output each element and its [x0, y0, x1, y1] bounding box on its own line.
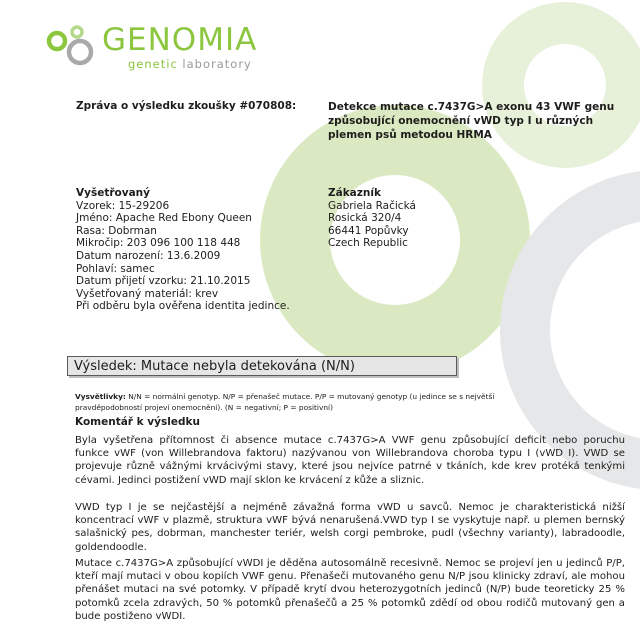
subject-sex: Pohlaví: samec	[76, 262, 155, 275]
comment-paragraph: VWD typ I je se nejčastější a nejméně závažná forma vWD u savců. Nemoc je charakteristická nižší koncentrací vWF v plazmě, struktura vWF bývá nenarušená.VWD typ I se vyskytuje např. u plemen bernský salašnický pes, dobrman, manchester teriér, welsh corgi pembroke, pudl (všechny varianty), labradoodle, goldendoodle.	[75, 502, 625, 553]
customer-city: 66441 Popůvky	[328, 224, 409, 237]
subject-received-date: Datum přijetí vzorku: 21.10.2015	[76, 275, 251, 288]
logo-wordmark: GENOMIA	[102, 22, 258, 58]
test-title: Detekce mutace c.7437G>A exonu 43 VWF genu způsobující onemocnění vWD typ I u různých plemen psů metodou HRMA	[328, 101, 615, 141]
legend	[75, 391, 515, 413]
logo-tagline-laboratory: laboratory	[182, 57, 252, 71]
logo-tagline-genetic: genetic	[128, 57, 178, 71]
comment-paragraph: Mutace c.7437G>A způsobující vWDI je děděna autosomálně recesivně. Nemoc se projeví jen u jedinců P/P, kteří mají mutaci v obou kopiích VWF genu. Přenašeči mutovaného genu N/P jsou klinicky zdraví, ale mohou přenášet mutaci na své potomky. V případě krytí dvou heterozygotních jedinců (N/P) bude teoreticky 25 % potomků zcela zdravých, 50 % potomků přenašečů a 25 % potomků zdědí od obou rodičů mutovaný gen a bude postiženo vWDI.	[75, 558, 625, 622]
comment-paragraph: Byla vyšetřena přítomnost či absence mutace c.7437G>A VWF genu způsobující deficit nebo poruchu funkce vWF (von Willebrandova faktoru) nazývanou von Willebrandova choroba typu I (vWD I). VWD se projevuje různě vážnými krvácivými stavy, které jsou nejvíce patrné v tkáních, kde krev protéká tenkými cévami. Jedinci postižení vWD mají sklon ke krvácení z kůže a sliznic.	[75, 435, 625, 486]
subject-breed: Rasa: Dobrman	[76, 224, 157, 237]
subject-name: Jméno: Apache Red Ebony Queen	[76, 212, 252, 225]
subject-microchip: Mikročip: 203 096 100 118 448	[76, 237, 241, 250]
customer-name: Gabriela Račická	[328, 199, 416, 212]
result-box: Výsledek: Mutace nebyla detekována (N/N)	[67, 356, 457, 376]
subject-sample: Vzorek: 15-29206	[76, 199, 170, 212]
logo-tagline	[128, 57, 252, 71]
subject-birth-date: Datum narození: 13.6.2009	[76, 249, 221, 262]
logo-rings-icon	[44, 22, 104, 72]
customer-street: Rosická 320/4	[328, 212, 402, 225]
customer-info	[328, 187, 416, 250]
bg-ring-gray	[525, 195, 640, 465]
subject-material: Vyšetřovaný materiál: krev	[76, 287, 219, 300]
subject-identity-note: Při odběru byla ověřena identita jedince.	[76, 300, 290, 313]
customer-country: Czech Republic	[328, 237, 408, 250]
subject-heading: Vyšetřovaný	[76, 187, 151, 199]
report-number: Zpráva o výsledku zkoušky #070808:	[76, 100, 297, 112]
customer-heading: Zákazník	[328, 187, 381, 199]
comment-heading: Komentář k výsledku	[75, 416, 200, 428]
genomia-logo	[44, 22, 304, 72]
subject-info	[76, 187, 290, 313]
legend-text: N/N = normální genotyp. N/P = přenašeč mutace. P/P = mutovaný genotyp (u jedince se s největší pravděpodobností projeví onemocnění). (N = negativní; P = positivní)	[75, 392, 495, 412]
legend-label: Vysvětlivky:	[75, 392, 126, 401]
